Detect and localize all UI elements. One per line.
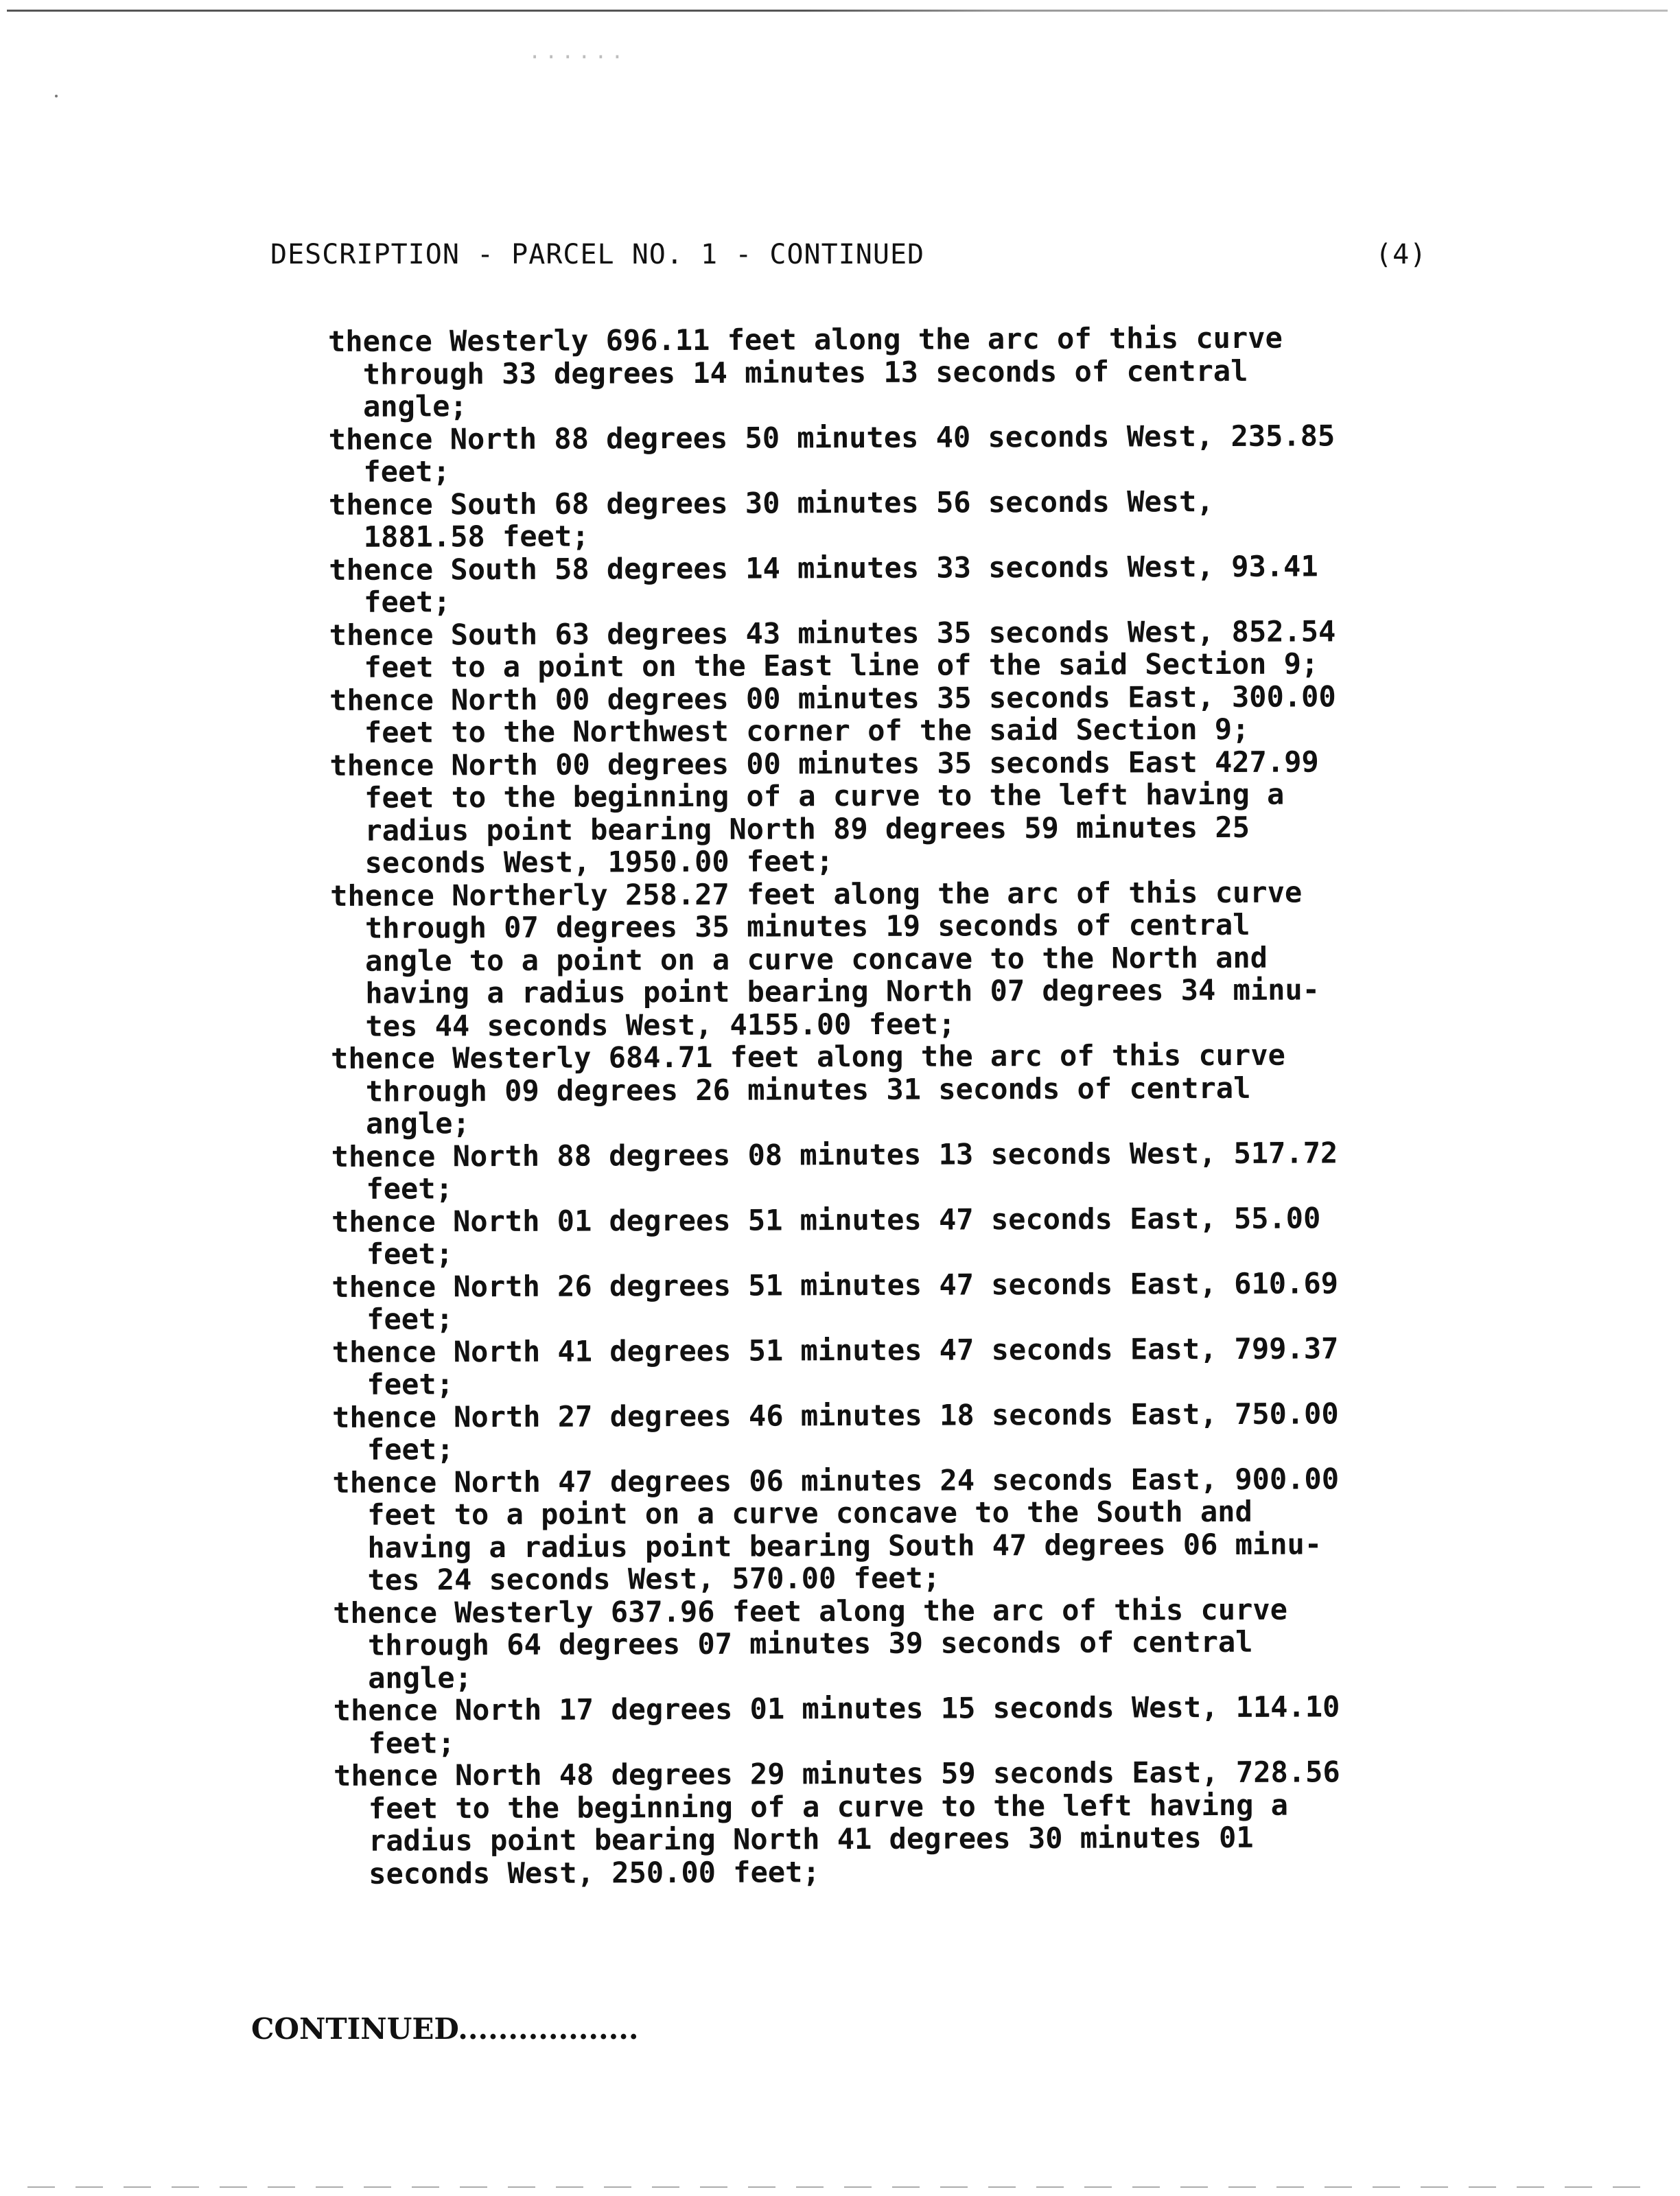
page-number: (4): [1375, 239, 1427, 270]
course-line: thence Westerly 696.11 feet along the arc of this curve through 33 degrees 14 minutes 13 seconds of central angle;: [327, 320, 1283, 423]
header-title: DESCRIPTION - PARCEL NO. 1 - CONTINUED: [270, 239, 925, 270]
course-line: thence North 26 degrees 51 minutes 47 seconds East, 610.69 feet;: [331, 1265, 1339, 1336]
course-line: thence North 00 degrees 00 minutes 35 seconds East, 300.00 feet to the Northwest corner of the said Section 9;: [329, 679, 1336, 749]
course-line: thence Northerly 258.27 feet along the arc of this curve through 07 degrees 35 minutes 19 seconds of central angle to a point on a curve concave to the North and having a radius point bearing North 07 degrees 34 minu- tes 44 seconds West, 4155.00 feet;: [330, 875, 1320, 1043]
course-line: thence Westerly 637.96 feet along the arc of this curve through 64 degrees 07 minutes 39 seconds of central angle;: [333, 1592, 1288, 1695]
course-line: thence North 88 degrees 50 minutes 40 seconds West, 235.85 feet;: [328, 418, 1335, 489]
course-line: thence South 58 degrees 14 minutes 33 seconds West, 93.41 feet;: [329, 548, 1318, 619]
faint-stamp-mark: ⋅⋅⋅⋅⋅⋅: [528, 45, 628, 69]
course-line: thence South 68 degrees 30 minutes 56 seconds West, 1881.58 feet;: [328, 484, 1214, 554]
course-line: thence North 48 degrees 29 minutes 59 seconds East, 728.56 feet to the beginning of a curve to the left having a radius point bearing North 41 degrees 30 minutes 01 seconds West, 250.00 feet;: [334, 1755, 1340, 1891]
course-line: thence North 01 degrees 51 minutes 47 seconds East, 55.00 feet;: [331, 1200, 1321, 1271]
course-line: thence Westerly 684.71 feet along the arc of this curve through 09 degrees 26 minutes 31 seconds of central angle;: [331, 1038, 1285, 1141]
legal-description-body: [328, 320, 1515, 1890]
scan-speck: [55, 95, 58, 97]
top-scan-rule: [7, 10, 1668, 12]
course-line: thence North 00 degrees 00 minutes 35 seconds East 427.99 feet to the beginning of a curve to the left having a radius point bearing North 89 degrees 59 minutes 25 seconds West, 1950.00 feet;: [329, 744, 1319, 880]
bottom-scan-rule: [27, 2186, 1661, 2188]
course-line: thence North 88 degrees 08 minutes 13 seconds West, 517.72 feet;: [331, 1135, 1338, 1206]
course-line: thence South 63 degrees 43 minutes 35 seconds West, 852.54 feet to a point on the East line of the said Section 9;: [329, 614, 1336, 684]
page-header: [270, 237, 1437, 272]
continued-footer: CONTINUED..................: [251, 2012, 639, 2046]
course-line: thence North 41 degrees 51 minutes 47 seconds East, 799.37 feet;: [331, 1331, 1339, 1401]
course-line: thence North 27 degrees 46 minutes 18 seconds East, 750.00 feet;: [332, 1396, 1339, 1467]
course-line: thence North 47 degrees 06 minutes 24 seconds East, 900.00 feet to a point on a curve concave to the South and having a radius point bearing South 47 degrees 06 minu- tes 24 seconds West, 570.00 feet;: [332, 1461, 1340, 1597]
course-line: thence North 17 degrees 01 minutes 15 seconds West, 114.10 feet;: [333, 1690, 1340, 1760]
